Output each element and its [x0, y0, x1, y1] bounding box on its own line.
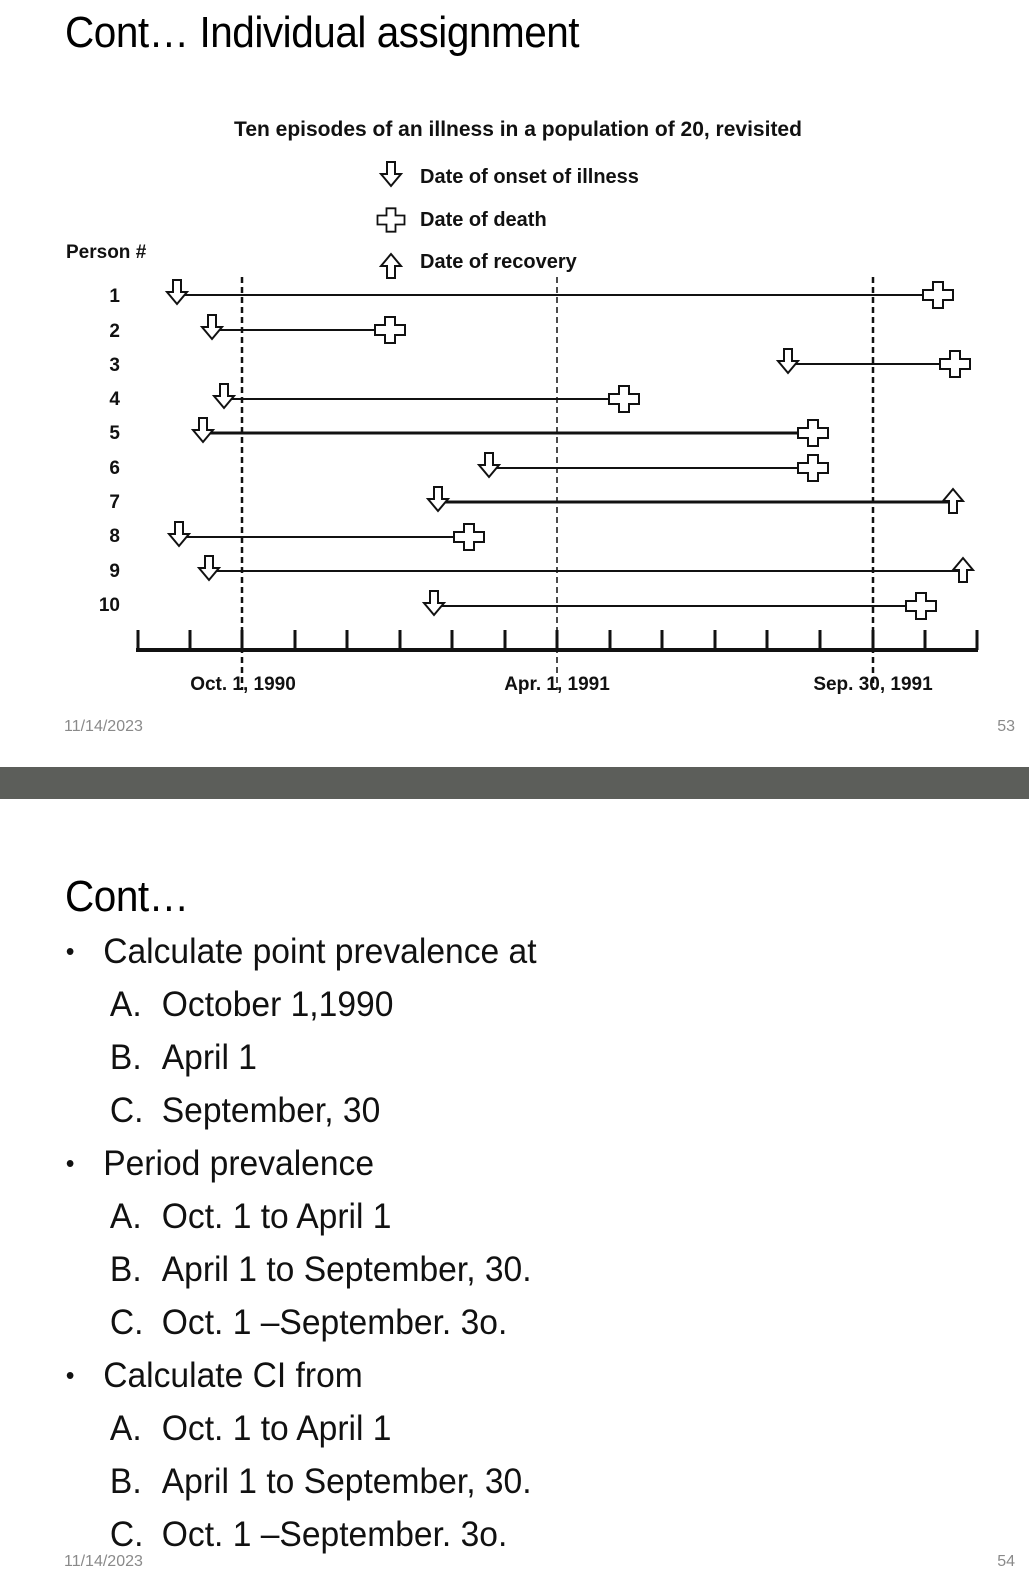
slide-53 [0, 0, 1029, 752]
reference-lines [242, 277, 873, 690]
svg-text:Sep. 30, 1991: Sep. 30, 1991 [813, 674, 933, 695]
episode-person-10 [424, 591, 936, 619]
svg-text:5: 5 [109, 423, 120, 444]
x-axis [136, 630, 978, 650]
svg-text:Oct. 1, 1990: Oct. 1, 1990 [190, 674, 296, 695]
svg-text:1: 1 [109, 286, 120, 307]
bullet-icon: • [65, 1360, 75, 1390]
svg-text:Apr. 1, 1991: Apr. 1, 1991 [504, 674, 610, 695]
list-item: A. Oct. 1 to April 1 [109, 1409, 392, 1448]
bullet-icon: • [65, 1148, 75, 1178]
bullet-cumulative-incidence [60, 1349, 960, 1561]
x-axis-labels [190, 674, 933, 695]
list-item: B. April 1 [109, 1038, 258, 1077]
slide-divider [0, 767, 1029, 799]
list-item: A. October 1,1990 [109, 985, 394, 1024]
episode-person-6 [479, 453, 828, 481]
list-item: C. Oct. 1 –September. 3o. [109, 1515, 508, 1554]
bullet-label: Calculate point prevalence at [103, 932, 537, 971]
episodes [167, 280, 973, 619]
slide-title: Cont… Individual assignment [65, 8, 580, 57]
svg-text:7: 7 [109, 492, 120, 513]
svg-text:9: 9 [109, 561, 120, 582]
down-arrow-icon [381, 162, 401, 186]
slide-title: Cont… [65, 872, 189, 921]
person-labels [99, 286, 121, 616]
illness-timeline-chart [0, 100, 1029, 700]
episode-person-7 [428, 487, 963, 513]
chart-title: Ten episodes of an illness in a population of 20, revisited [234, 118, 802, 141]
bullet-icon: • [65, 936, 75, 966]
up-arrow-icon [381, 254, 401, 278]
svg-text:2: 2 [109, 321, 120, 342]
svg-text:10: 10 [98, 595, 120, 616]
bullet-point-prevalence [60, 925, 960, 1137]
legend-recovery-label: Date of recovery [420, 251, 577, 273]
bullet-label: Period prevalence [103, 1144, 375, 1183]
episode-person-1 [167, 280, 953, 308]
svg-text:8: 8 [109, 526, 120, 547]
cross-icon [378, 208, 405, 231]
list-item: C. Oct. 1 –September. 3o. [109, 1303, 508, 1342]
svg-text:3: 3 [109, 355, 120, 376]
svg-text:4: 4 [109, 389, 120, 410]
page-number: 54 [997, 1553, 1015, 1570]
footer-date: 11/14/2023 [64, 1553, 143, 1570]
bullet-list [60, 925, 960, 1561]
bullet-period-prevalence [60, 1137, 960, 1349]
legend-death-label: Date of death [420, 209, 547, 231]
episode-person-2 [202, 315, 405, 343]
legend [378, 162, 639, 278]
svg-text:6: 6 [109, 458, 120, 479]
legend-onset-label: Date of onset of illness [420, 166, 639, 188]
bullet-label: Calculate CI from [103, 1356, 363, 1395]
list-item: A. Oct. 1 to April 1 [109, 1197, 392, 1236]
episode-person-5 [193, 418, 828, 446]
list-item: B. April 1 to September, 30. [109, 1250, 532, 1289]
page-number: 53 [997, 718, 1015, 735]
episode-person-4 [214, 384, 639, 412]
footer-date: 11/14/2023 [64, 718, 143, 735]
list-item: C. September, 30 [109, 1091, 381, 1130]
episode-person-8 [169, 522, 484, 550]
list-item: B. April 1 to September, 30. [109, 1462, 532, 1501]
slide-54 [0, 800, 1029, 1595]
y-axis-label: Person # [66, 242, 147, 263]
episode-person-9 [199, 556, 973, 582]
